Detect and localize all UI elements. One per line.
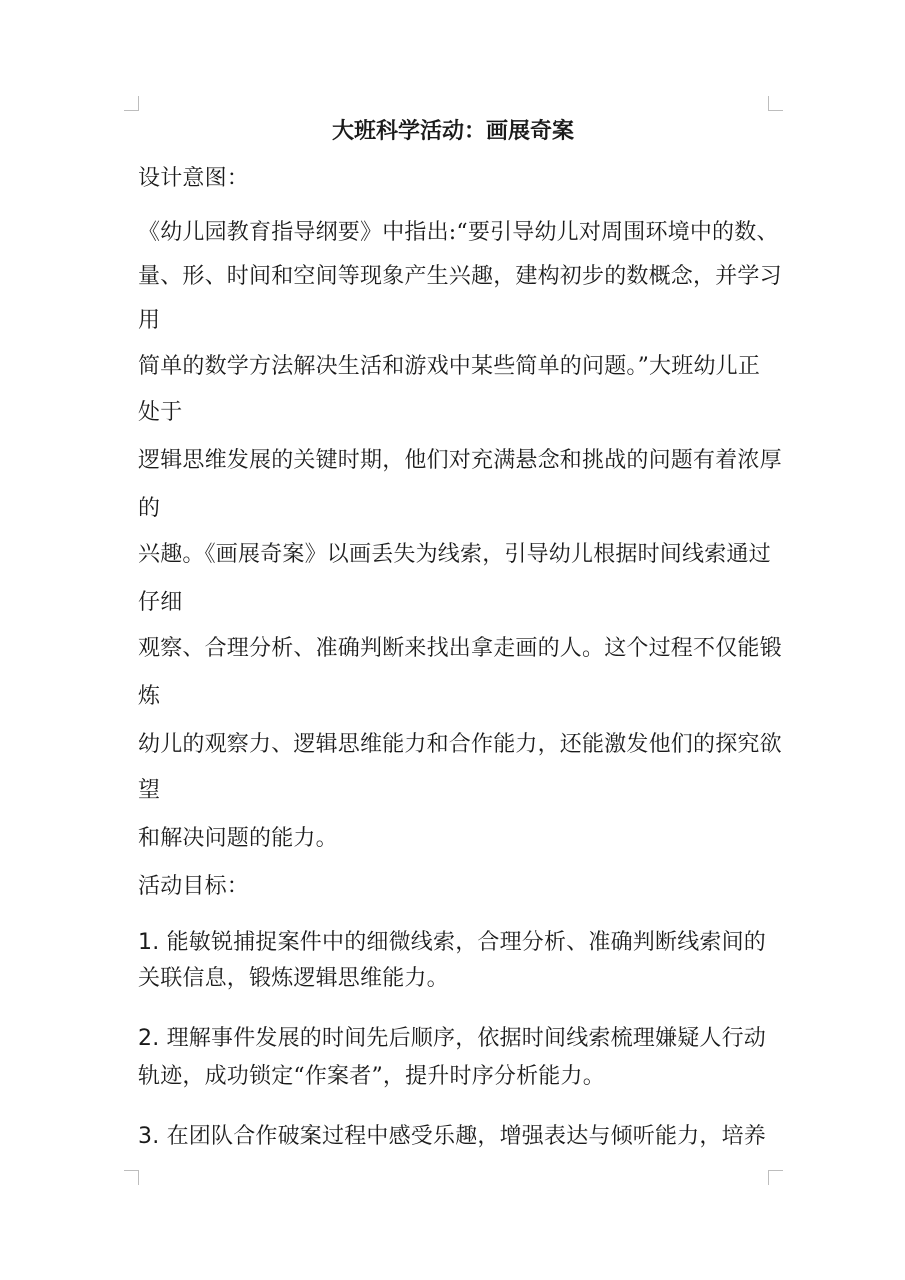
goal-number: 1. — [138, 930, 160, 955]
paragraph-line: 炼 — [138, 684, 161, 709]
goal-item-line — [138, 1122, 766, 1152]
document-title: 大班科学活动：画展奇案 — [331, 118, 574, 144]
goal-item-line: 轨迹，成功锁定“作案者”，提升时序分析能力。 — [138, 1064, 605, 1089]
page-corner-mark — [768, 1170, 783, 1185]
goal-text: 能敏锐捕捉案件中的细微线索，合理分析、准确判断线索间的 — [166, 930, 766, 955]
paragraph-line: 《幼儿园教育指导纲要》中指出:“要引导幼儿对周围环境中的数、 — [138, 220, 779, 245]
page-corner-mark — [124, 96, 139, 111]
goal-number: 3. — [138, 1124, 160, 1149]
paragraph-line: 的 — [138, 496, 161, 521]
goal-item-line — [138, 928, 766, 958]
paragraph-line: 和解决问题的能力。 — [138, 826, 338, 851]
page-corner-mark — [124, 1170, 139, 1185]
paragraph-line: 兴趣。《画展奇案》以画丢失为线索，引导幼儿根据时间线索通过 — [138, 542, 771, 567]
goal-item-line: 关联信息，锻炼逻辑思维能力。 — [138, 966, 449, 991]
paragraph-line: 处于 — [138, 400, 183, 425]
goal-text: 理解事件发展的时间先后顺序，依据时间线索梳理嫌疑人行动 — [166, 1026, 766, 1051]
page-corner-mark — [768, 96, 783, 111]
paragraph-line: 幼儿的观察力、逻辑思维能力和合作能力，还能激发他们的探究欲 — [138, 732, 782, 757]
goal-number: 2. — [138, 1026, 160, 1051]
design-intent-heading: 设计意图： — [138, 166, 250, 191]
paragraph-line: 望 — [138, 778, 161, 803]
goals-heading: 活动目标： — [138, 874, 250, 899]
paragraph-line: 仔细 — [138, 590, 183, 615]
paragraph-line: 用 — [138, 308, 161, 333]
goal-item-line — [138, 1024, 766, 1054]
paragraph-line: 观察、合理分析、准确判断来找出拿走画的人。这个过程不仅能锻 — [138, 636, 782, 661]
goal-text: 在团队合作破案过程中感受乐趣，增强表达与倾听能力，培养 — [166, 1124, 766, 1149]
paragraph-line: 简单的数学方法解决生活和游戏中某些简单的问题。”大班幼儿正 — [138, 354, 761, 379]
paragraph-line: 量、形、时间和空间等现象产生兴趣，建构初步的数概念，并学习 — [138, 264, 782, 289]
paragraph-line: 逻辑思维发展的关键时期，他们对充满悬念和挑战的问题有着浓厚 — [138, 448, 782, 473]
